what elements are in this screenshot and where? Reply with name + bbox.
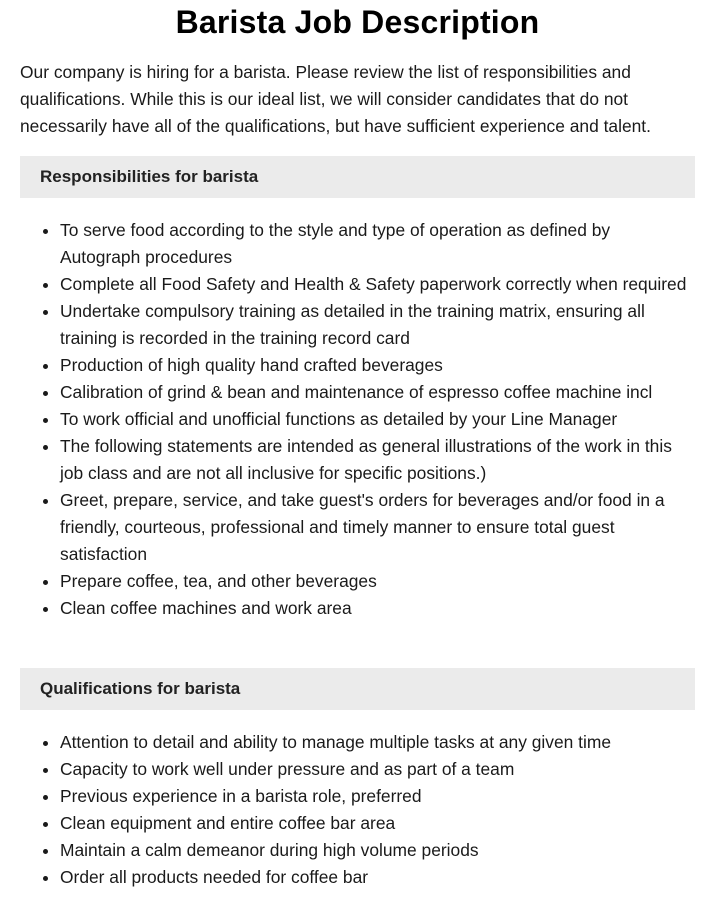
list-item: • Prepare coffee, tea, and other beverages [60, 568, 690, 595]
list-item: • Clean equipment and entire coffee bar area [60, 810, 690, 837]
qualifications-list [20, 729, 690, 891]
list-item: • Greet, prepare, service, and take guest's orders for beverages and/or food in a friendly, courteous, professional and timely manner to ensure total guest satisfaction [60, 487, 690, 568]
page-title: Barista Job Description [175, 4, 540, 40]
list-item: • Complete all Food Safety and Health & Safety paperwork correctly when required [60, 271, 690, 298]
intro-paragraph: Our company is hiring for a barista. Please review the list of responsibilities and qualifications. While this is our ideal list, we will consider candidates that do not necessarily have all of the qualifications, but have sufficient experience and talent. [20, 62, 651, 136]
list-item: • Capacity to work well under pressure and as part of a team [60, 756, 690, 783]
list-item: • To serve food according to the style and type of operation as defined by Autograph procedures [60, 217, 690, 271]
list-item: • To work official and unofficial functions as detailed by your Line Manager [60, 406, 690, 433]
responsibilities-heading: Responsibilities for barista [20, 156, 695, 198]
list-item: • Previous experience in a barista role, preferred [60, 783, 690, 810]
list-item: • Order all products needed for coffee bar [60, 864, 690, 891]
list-item: • Clean coffee machines and work area [60, 595, 690, 622]
list-item: • Undertake compulsory training as detailed in the training matrix, ensuring all training is recorded in the training record card [60, 298, 690, 352]
list-item: • Maintain a calm demeanor during high volume periods [60, 837, 690, 864]
list-item: • The following statements are intended as general illustrations of the work in this job class and are not all inclusive for specific positions.) [60, 433, 690, 487]
qualifications-heading: Qualifications for barista [20, 668, 695, 710]
list-item: • Calibration of grind & bean and maintenance of espresso coffee machine incl [60, 379, 690, 406]
list-item: • Attention to detail and ability to manage multiple tasks at any given time [60, 729, 690, 756]
responsibilities-list [20, 217, 690, 622]
list-item: • Production of high quality hand crafted beverages [60, 352, 690, 379]
